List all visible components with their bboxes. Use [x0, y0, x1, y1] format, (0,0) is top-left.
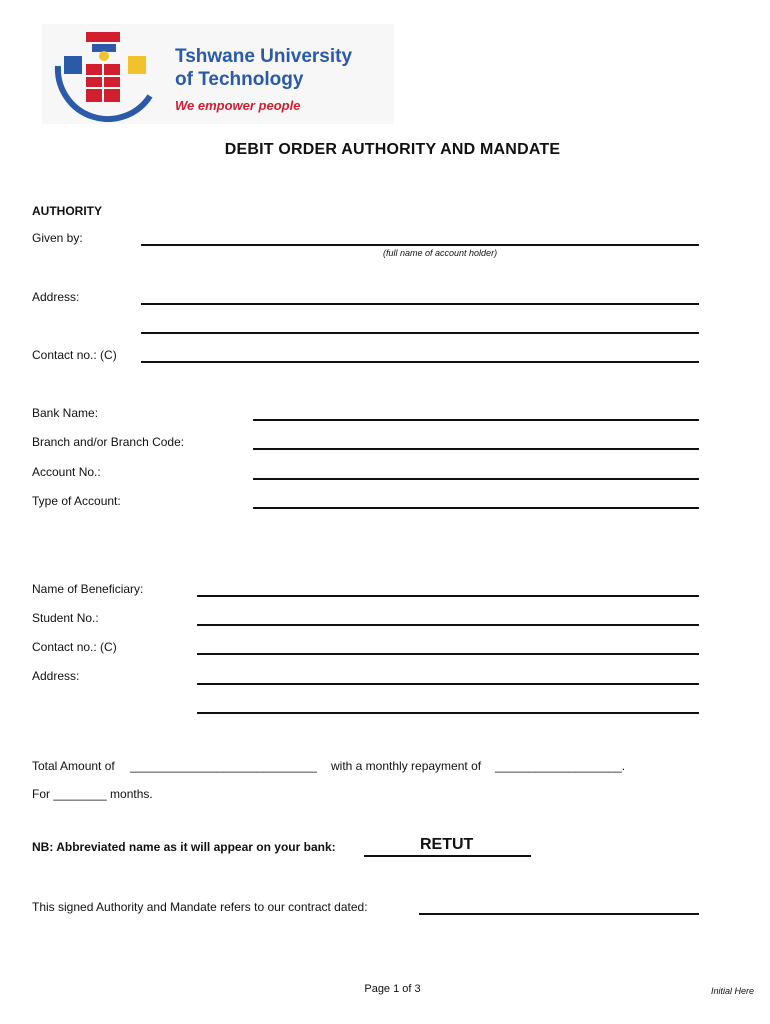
beneficiary-address-label: Address: — [32, 669, 80, 683]
logo-line-1: Tshwane University — [175, 46, 353, 67]
account-type-field[interactable] — [253, 507, 699, 509]
beneficiary-address-field-2[interactable] — [197, 712, 699, 714]
logo-line-2: of Technology — [175, 69, 304, 90]
abbreviated-name-value: RETUT — [420, 836, 474, 853]
repayment-label: with a monthly repayment of — [331, 759, 482, 773]
nb-label: NB: Abbreviated name as it will appear on your bank: — [32, 840, 336, 854]
beneficiary-name-field[interactable] — [197, 595, 699, 597]
beneficiary-name-label: Name of Beneficiary: — [32, 582, 144, 596]
tut-emblem-icon — [50, 26, 162, 122]
page-title: DEBIT ORDER AUTHORITY AND MANDATE — [224, 141, 561, 158]
given-by-field[interactable] — [141, 244, 699, 246]
total-amount-label: Total Amount of — [32, 759, 115, 773]
branch-field[interactable] — [253, 448, 699, 450]
page-number: Page 1 of 3 — [364, 983, 421, 995]
given-by-label: Given by: — [32, 231, 83, 245]
authority-heading: AUTHORITY — [32, 204, 102, 218]
initial-here-label: Initial Here — [711, 986, 755, 996]
student-no-field[interactable] — [197, 624, 699, 626]
total-amount-field[interactable]: ____________________________ — [130, 759, 317, 773]
logo-tagline: We empower people — [175, 98, 301, 113]
contract-date-field[interactable] — [419, 913, 699, 915]
months-text: For ________ months. — [32, 787, 153, 801]
account-type-label: Type of Account: — [32, 494, 121, 508]
abbreviated-name-underline — [364, 855, 531, 857]
address-field-1[interactable] — [141, 303, 699, 305]
logo-university-name — [175, 45, 352, 91]
contact-field[interactable] — [141, 361, 699, 363]
bank-name-field[interactable] — [253, 419, 699, 421]
repayment-field[interactable]: ___________________. — [495, 759, 626, 773]
account-no-field[interactable] — [253, 478, 699, 480]
given-by-hint: (full name of account holder) — [383, 248, 498, 258]
bank-name-label: Bank Name: — [32, 406, 99, 420]
beneficiary-address-field-1[interactable] — [197, 683, 699, 685]
contact-label: Contact no.: (C) — [32, 348, 117, 362]
beneficiary-contact-field[interactable] — [197, 653, 699, 655]
account-no-label: Account No.: — [32, 465, 101, 479]
branch-label: Branch and/or Branch Code: — [32, 435, 185, 449]
address-label: Address: — [32, 290, 80, 304]
beneficiary-contact-label: Contact no.: (C) — [32, 640, 117, 654]
address-field-2[interactable] — [141, 332, 699, 334]
student-no-label: Student No.: — [32, 611, 99, 625]
contract-label: This signed Authority and Mandate refers to our contract dated: — [32, 900, 368, 914]
